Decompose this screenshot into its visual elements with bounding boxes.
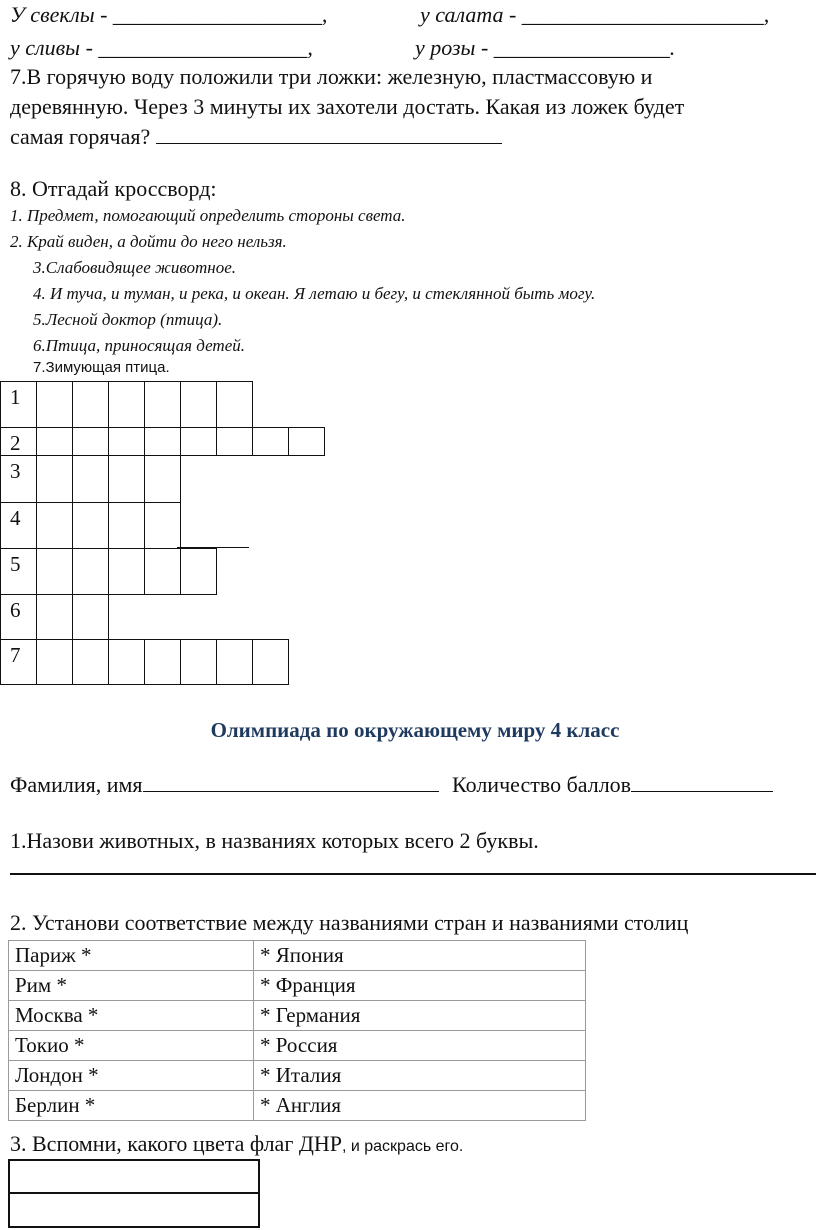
salad-line: у салата - ______________________,	[420, 2, 770, 27]
crossword-cell[interactable]	[252, 427, 289, 456]
crossword-cell[interactable]	[144, 502, 181, 549]
country-cell[interactable]: * Италия	[254, 1061, 586, 1091]
crossword-cell[interactable]	[72, 455, 109, 503]
table-row	[9, 1061, 586, 1091]
score-label: Количество баллов	[452, 772, 632, 797]
name-blank[interactable]	[143, 773, 439, 792]
crossword-cell[interactable]	[72, 427, 109, 456]
crossword-cell[interactable]	[252, 639, 289, 685]
crossword-row-number: 5	[10, 552, 21, 576]
crossword-cell[interactable]	[108, 639, 145, 685]
crossword-cell[interactable]	[144, 427, 181, 456]
crossword-row-number: 2	[10, 431, 21, 455]
crossword-cell[interactable]	[108, 502, 145, 549]
crossword-row-number: 7	[10, 643, 21, 667]
crossword-row-number: 3	[10, 459, 21, 483]
crossword-cell[interactable]	[72, 594, 109, 640]
task3-main: 3. Вспомни, какого цвета флаг ДНР	[10, 1131, 342, 1156]
city-cell[interactable]: Париж *	[9, 941, 254, 971]
task2-text: 2. Установи соответствие между названиями стран и названиями столиц	[10, 910, 689, 935]
rose-line: у розы - ________________.	[415, 35, 676, 60]
table-row	[9, 1031, 586, 1061]
crossword-cell[interactable]	[36, 381, 73, 428]
beet-line: У свеклы - ___________________,	[10, 2, 328, 27]
crossword-cell[interactable]	[180, 639, 217, 685]
q7-line1: 7.В горячую воду положили три ложки: железную, пластмассовую и	[10, 64, 653, 89]
crossword-cell[interactable]	[144, 639, 181, 685]
crossword-cell[interactable]	[72, 381, 109, 428]
name-label: Фамилия, имя	[10, 772, 143, 797]
clue-4: 4. И туча, и туман, и река, и океан. Я летаю и бегу, и стеклянной быть могу.	[33, 284, 596, 303]
table-row	[9, 1001, 586, 1031]
city-cell[interactable]: Москва *	[9, 1001, 254, 1031]
clue-3: 3.Слабовидящее животное.	[33, 258, 236, 277]
crossword-cell[interactable]	[216, 427, 253, 456]
table-row	[9, 1091, 586, 1121]
country-cell[interactable]: * Германия	[254, 1001, 586, 1031]
crossword-cell[interactable]	[144, 455, 181, 503]
table-row	[9, 941, 586, 971]
task3-tail: , и раскрась его.	[341, 1138, 464, 1155]
crossword-cell[interactable]	[36, 502, 73, 549]
country-cell[interactable]: * Англия	[254, 1091, 586, 1121]
city-cell[interactable]: Рим *	[9, 971, 254, 1001]
city-cell[interactable]: Лондон *	[9, 1061, 254, 1091]
olympiad-title: Олимпиада по окружающему миру 4 класс	[210, 718, 620, 742]
clue-2: 2. Край виден, а дойти до него нельзя.	[10, 232, 287, 251]
q7-question-text: самая горячая?	[10, 124, 151, 149]
crossword-cell[interactable]	[36, 455, 73, 503]
city-cell[interactable]: Токио *	[9, 1031, 254, 1061]
crossword-extension-line	[177, 547, 249, 548]
crossword-row-number: 1	[10, 385, 21, 409]
crossword-row-number: 4	[10, 506, 21, 530]
crossword-cell[interactable]	[180, 548, 217, 595]
crossword-row-number: 6	[10, 598, 21, 622]
clue-1: 1. Предмет, помогающий определить стороны света.	[10, 206, 406, 225]
score-blank[interactable]	[631, 773, 773, 792]
crossword-cell[interactable]	[144, 381, 181, 428]
q7-answer-blank[interactable]	[156, 125, 502, 144]
crossword-cell[interactable]	[180, 381, 217, 428]
table-row	[9, 971, 586, 1001]
crossword-cell[interactable]	[72, 639, 109, 685]
crossword-cell[interactable]	[108, 427, 145, 456]
clue-6: 6.Птица, приносящая детей.	[33, 336, 246, 355]
country-cell[interactable]: * Франция	[254, 971, 586, 1001]
crossword-cell[interactable]	[36, 639, 73, 685]
crossword-cell[interactable]	[108, 381, 145, 428]
plum-line: у сливы - ___________________,	[10, 35, 313, 60]
task3-text	[10, 1131, 463, 1157]
crossword-cell[interactable]	[288, 427, 325, 456]
clue-5: 5.Лесной доктор (птица).	[33, 310, 223, 329]
task1-text: 1.Назови животных, в названиях которых всего 2 буквы.	[10, 828, 539, 853]
country-cell[interactable]: * Россия	[254, 1031, 586, 1061]
crossword-cell[interactable]	[180, 427, 217, 456]
clue-7: 7.Зимующая птица.	[33, 359, 170, 376]
task1-answer-line[interactable]	[10, 873, 816, 875]
crossword-cell[interactable]	[36, 548, 73, 595]
flag-stripe-2[interactable]	[8, 1192, 260, 1228]
crossword-cell[interactable]	[36, 594, 73, 640]
country-cell[interactable]: * Япония	[254, 941, 586, 971]
capitals-table	[8, 940, 586, 1121]
crossword-cell[interactable]	[108, 548, 145, 595]
crossword-cell[interactable]	[216, 639, 253, 685]
crossword-cell[interactable]	[108, 455, 145, 503]
name-row	[10, 772, 773, 798]
q8-title: 8. Отгадай кроссворд:	[10, 176, 217, 201]
crossword-cell[interactable]	[36, 427, 73, 456]
flag-stripe-1[interactable]	[8, 1159, 260, 1194]
crossword-cell[interactable]	[144, 548, 181, 595]
q7-line2: деревянную. Через 3 минуты их захотели достать. Какая из ложек будет	[10, 94, 685, 119]
q7-line3	[10, 124, 502, 150]
crossword-cell[interactable]	[72, 502, 109, 549]
crossword-cell[interactable]	[72, 548, 109, 595]
crossword-cell[interactable]	[216, 381, 253, 428]
city-cell[interactable]: Берлин *	[9, 1091, 254, 1121]
